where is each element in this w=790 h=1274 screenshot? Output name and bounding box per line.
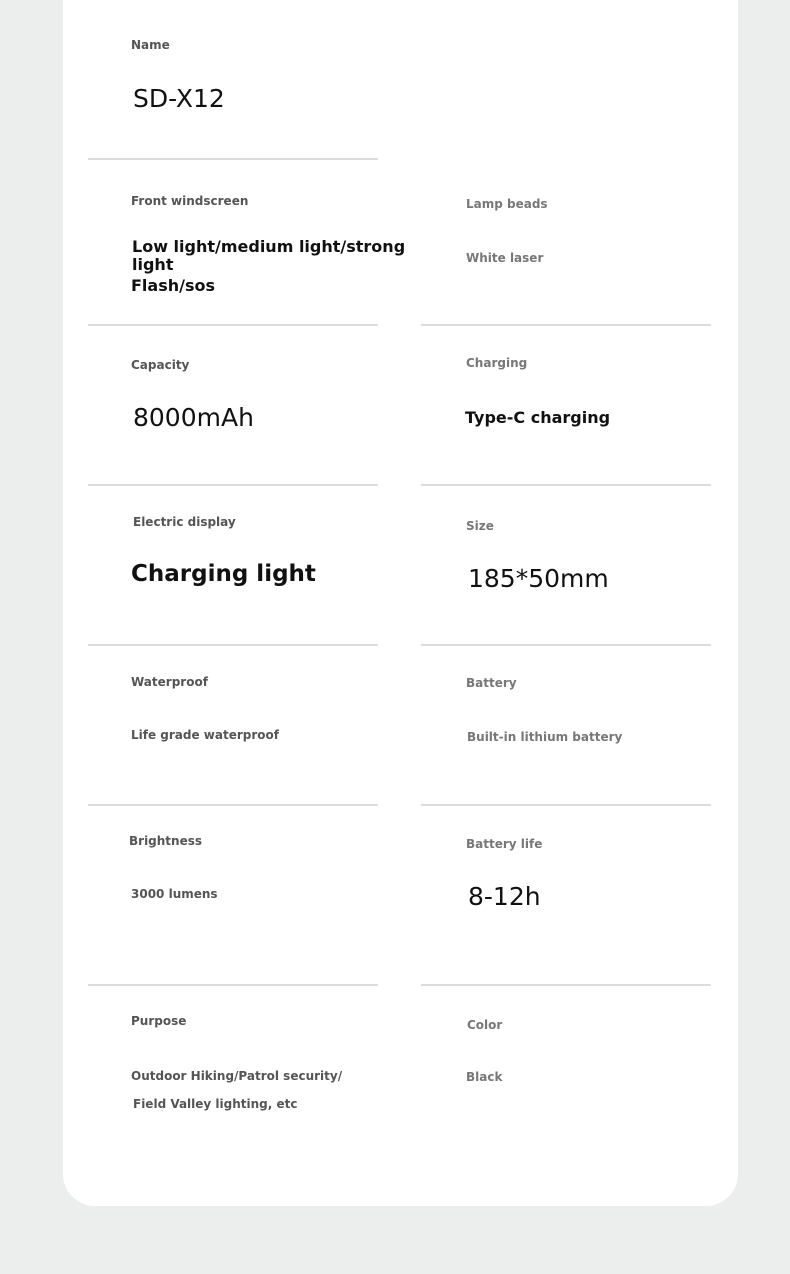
battery-label: Battery (466, 676, 517, 690)
purpose-value-line1: Outdoor Hiking/Patrol security/ (131, 1069, 343, 1083)
charging-label: Charging (466, 356, 528, 370)
battery-life-value: 8-12h (468, 882, 541, 911)
divider (421, 804, 711, 806)
color-value: Black (466, 1070, 503, 1084)
purpose-label: Purpose (131, 1014, 187, 1028)
front-windscreen-value-line3: Flash/sos (131, 276, 216, 295)
size-label: Size (466, 519, 494, 533)
battery-value: Built-in lithium battery (467, 730, 623, 744)
capacity-label: Capacity (131, 358, 190, 372)
divider (88, 984, 378, 986)
divider (88, 324, 378, 326)
divider (421, 484, 711, 486)
divider (88, 158, 378, 160)
divider (421, 984, 711, 986)
divider (88, 484, 378, 486)
color-label: Color (467, 1018, 503, 1032)
front-windscreen-label: Front windscreen (131, 194, 249, 208)
purpose-value-line2: Field Valley lighting, etc (133, 1097, 298, 1111)
lamp-beads-value: White laser (466, 251, 544, 265)
charging-value: Type-C charging (465, 408, 611, 427)
name-label: Name (131, 38, 170, 52)
size-value: 185*50mm (468, 564, 609, 593)
brightness-value: 3000 lumens (131, 887, 218, 901)
battery-life-label: Battery life (466, 837, 543, 851)
waterproof-label: Waterproof (131, 675, 208, 689)
divider (88, 804, 378, 806)
electric-display-value: Charging light (131, 561, 316, 587)
divider (88, 644, 378, 646)
front-windscreen-value-line1: Low light/medium light/strong (132, 237, 406, 256)
capacity-value: 8000mAh (133, 403, 254, 432)
electric-display-label: Electric display (133, 515, 236, 529)
lamp-beads-label: Lamp beads (466, 197, 548, 211)
front-windscreen-value-line2: light (132, 255, 174, 274)
waterproof-value: Life grade waterproof (131, 728, 280, 742)
name-value: SD-X12 (133, 84, 225, 113)
brightness-label: Brightness (129, 834, 203, 848)
divider (421, 644, 711, 646)
divider (421, 324, 711, 326)
